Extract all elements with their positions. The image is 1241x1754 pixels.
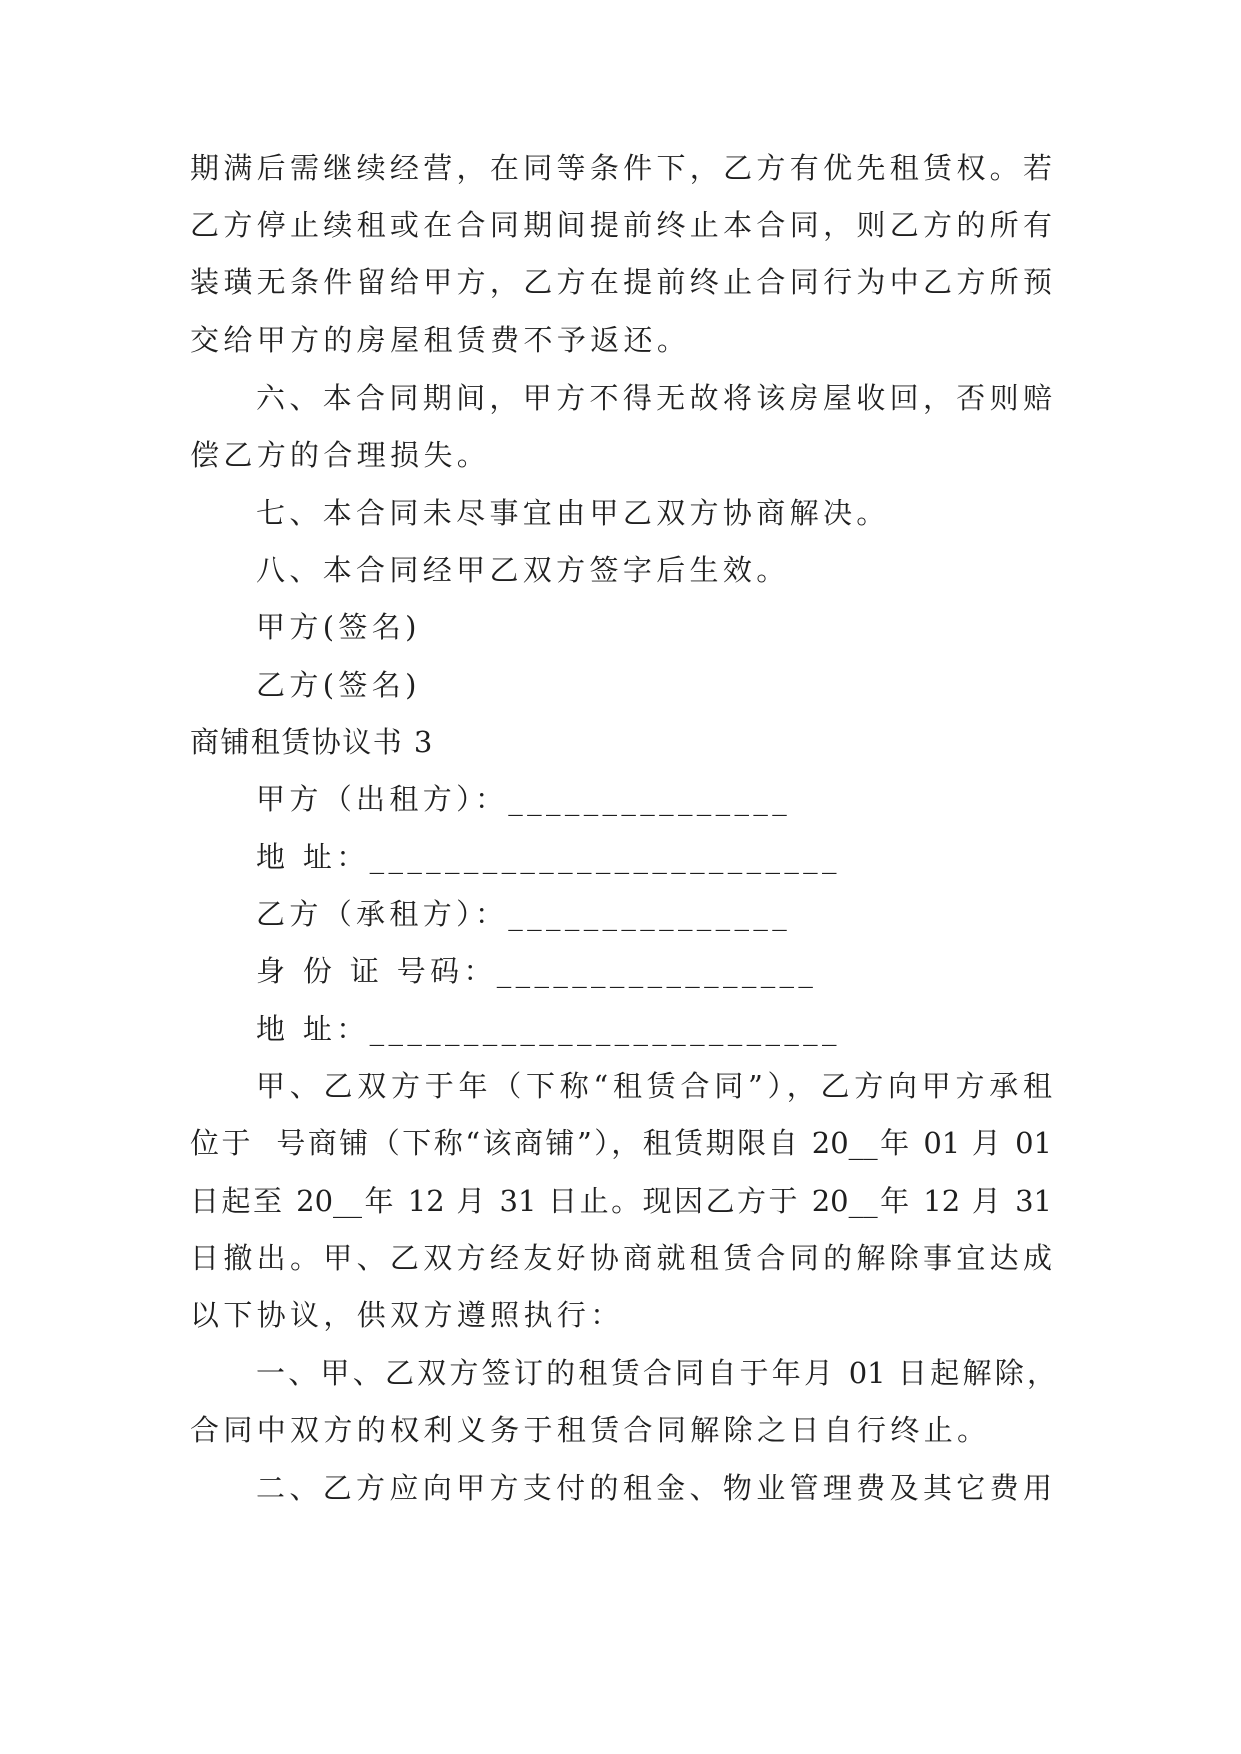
text-line: 六、本合同期间，甲方不得无故将该房屋收回，否则赔: [256, 381, 1052, 415]
text-line: 八、本合同经甲乙双方签字后生效。: [256, 553, 790, 587]
signature-label-party-b: 乙方(签名): [256, 668, 421, 702]
text-line: 一、甲、乙双方签订的租赁合同自于年月 01 日起解除，: [256, 1356, 1056, 1390]
form-line-lessor: 甲方（出租方）：_______________: [256, 782, 792, 816]
text-line: 乙方停止续租或在合同期间提前终止本合同，则乙方的所有: [190, 208, 1052, 242]
text-line: 七、本合同未尽事宜由甲乙双方协商解决。: [256, 496, 890, 530]
form-line-address: 地 址：_________________________: [256, 1012, 841, 1046]
form-line-lessee: 乙方（承租方）：_______________: [256, 897, 792, 931]
text-line: 偿乙方的合理损失。: [190, 438, 491, 472]
text-line: 合同中双方的权利义务于租赁合同解除之日自行终止。: [190, 1413, 991, 1447]
section-title: 商铺租赁协议书 3: [190, 725, 434, 759]
text-line: 交给甲方的房屋租赁费不予返还。: [190, 323, 691, 357]
text-line: 期满后需继续经营，在同等条件下，乙方有优先租赁权。若: [190, 151, 1052, 185]
form-line-id-number: 身 份 证 号码：_________________: [256, 954, 818, 988]
text-line: 位于 号商铺（下称“该商铺”），租赁期限自 20__年 01 月 01: [190, 1126, 1052, 1160]
text-line: 日起至 20__年 12 月 31 日止。现因乙方于 20__年 12 月 31: [190, 1184, 1052, 1218]
form-line-address: 地 址：_________________________: [256, 840, 841, 874]
text-line: 甲、乙双方于年（下称“租赁合同”），乙方向甲方承租: [256, 1069, 1052, 1103]
text-line: 二、乙方应向甲方支付的租金、物业管理费及其它费用: [256, 1471, 1052, 1505]
text-line: 装璜无条件留给甲方，乙方在提前终止合同行为中乙方所预: [190, 265, 1052, 299]
signature-label-party-a: 甲方(签名): [256, 610, 421, 644]
text-line: 日撤出。甲、乙双方经友好协商就租赁合同的解除事宜达成: [190, 1241, 1052, 1275]
text-line: 以下协议，供双方遵照执行：: [190, 1298, 624, 1332]
